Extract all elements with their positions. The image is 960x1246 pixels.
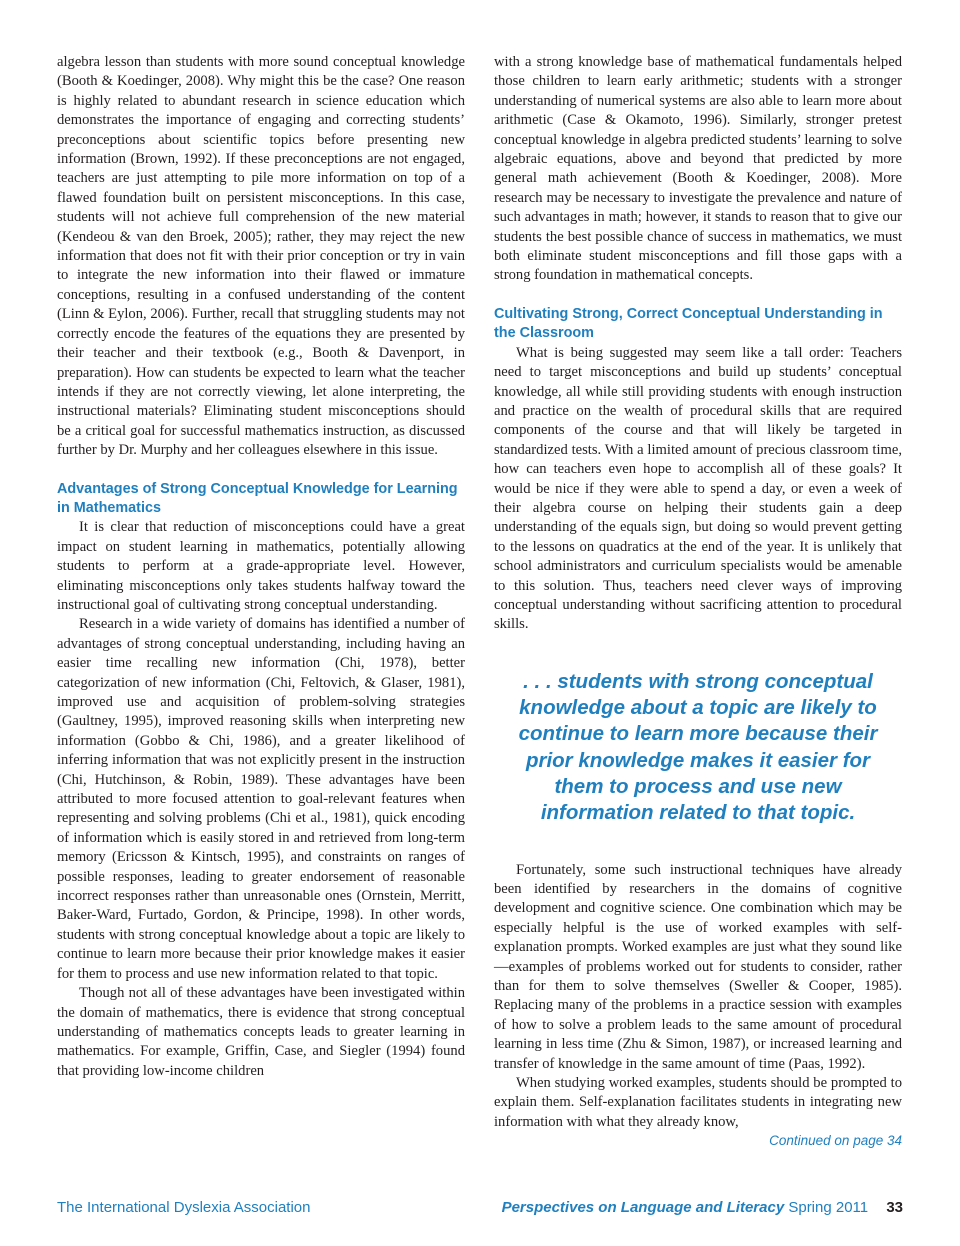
body-paragraph: with a strong knowledge base of mathematical fundamentals helped those children to learn early arithmetic; students with a stronger understanding of numerical systems are also able to learn more about arithmetic (Case & Okamoto, 1996). Similarly, stronger pretest conceptual knowledge in algebra predicted students’ learning to solve algebraic equations, above and beyond that predicted by more general math achievement (Booth & Koedinger, 2008). More research may be necessary to investigate the prevalence and nature of such advantages in math; however, it stands to reason that to give our students the best possible chance of success in mathematics, we must both eliminate student misconceptions and fill those gaps with a strong foundation in mathematical concepts. [494, 54, 902, 284]
left-column [57, 53, 465, 1081]
section-heading: Advantages of Strong Conceptual Knowledge for Learning in Mathematics [57, 480, 458, 516]
footer-journal: Perspectives on Language and Literacy [501, 1199, 785, 1216]
page-footer [57, 1199, 903, 1221]
continued-link[interactable]: Continued on page 34 [769, 1133, 902, 1149]
footer-organization: The International Dyslexia Association [57, 1199, 311, 1216]
body-paragraph: algebra lesson than students with more sound conceptual knowledge (Booth & Koedinger, 2008). Why might this be the case? One reason is highly related to abundant research in science education which demonstrates the importance of engaging and correcting students’ preconceptions about scientific topics before presenting new information (Brown, 1992). If these preconceptions are not engaged, teachers are just attempting to pile more information on top of a flawed foundation built on persistent misconceptions. In this case, students will not achieve full comprehension of the new material (Kendeou & van den Broek, 2005); rather, they may reject the new information that does not fit with their prior conception or try in vain to integrate the new information into their flawed or immature conceptions, resulting in a confused understanding of the content (Linn & Eylon, 2006). Further, recall that struggling students may not correctly encode the features of the equations they are presented by their teacher and their textbook (e.g., Booth & Davenport, in preparation). How can students be expected to learn what the teacher intends if they are not correctly viewing, let alone interpreting, the instructional materials? Eliminating student misconceptions should be a critical goal for successful mathematics instruction, as discussed further by Dr. Murphy and her colleagues elsewhere in this issue. [57, 54, 465, 459]
footer-issue: Spring 2011 [788, 1199, 869, 1216]
page-number: 33 [886, 1199, 903, 1216]
right-column [494, 53, 902, 1150]
footer-publication [502, 1199, 903, 1216]
body-paragraph: Fortunately, some such instructional techniques have already been identified by researchers in the domains of cognitive development and cognitive science. One combination which may be especially helpful is the use of worked examples with self-explanation prompts. Worked examples are just what they sound like—examples of problems worked out for students to consider, rather than for them to solve themselves (Sweller & Cooper, 1985). Replacing many of the problems in a practice session with examples of how to solve a problem leads to the same amount of procedural learning in less time (Zhu & Simon, 1987), or increased learning and transfer of knowledge in the same amount of time (Paas, 1992). [494, 861, 902, 1072]
pull-quote: . . . students with strong conceptual knowledge about a topic are likely to continue to learn more because their prior knowledge makes it easier for them to process and use new information related to that topic. [518, 669, 878, 825]
body-paragraph: When studying worked examples, students should be prompted to explain them. Self-explanation facilitates students in integrating new information with what they already know, [494, 1075, 902, 1130]
body-paragraph: Research in a wide variety of domains has identified a number of advantages of strong conceptual understanding, including having an easier time recalling new information (Chi, 1978), better categorization of new information (Chi, Feltovich, & Glaser, 1981), improved use and acquisition of problem-solving strategies (Gaultney, 1995), improved reasoning skills when interpreting new information (Gobbo & Chi, 1986), and a greater likelihood of inferring information that was not explicitly present in the instruction (Chi, Hutchinson, & Robin, 1989). These advantages have been attributed to more focused attention to goal-relevant features when representing and solving problems (Chi et al., 1981), quick encoding of information which is easily stored in and retrieved from long-term memory (Ericsson & Kintsch, 1995), and constraints on ranges of possible responses, leading to greater endorsement of reasonable incorrect responses rather than unreasonable ones (Ornstein, Merritt, Baker-Ward, Furtado, Gordon, & Principe, 1998). In other words, students with strong conceptual knowledge about a topic are likely to continue to learn more because their prior knowledge makes it easier for them to process and use new information related to that topic. [57, 616, 465, 982]
section-heading: Cultivating Strong, Correct Conceptual Understanding in the Classroom [494, 305, 883, 342]
body-paragraph: Though not all of these advantages have been investigated within the domain of mathematics, there is evidence that strong conceptual understanding of mathematics concepts leads to greater learning in mathematics. For example, Griffin, Case, and Siegler (1994) found that providing low-income children [57, 985, 465, 1079]
body-paragraph: It is clear that reduction of misconceptions could have a great impact on student learning in mathematics, potentially allowing students to perform at a grade-appropriate level. However, eliminating misconceptions only takes students halfway toward the instructional goal of cultivating strong conceptual understanding. [57, 519, 465, 613]
body-paragraph: What is being suggested may seem like a tall order: Teachers need to target misconceptions and build up students’ conceptual knowledge, all while still providing students with enough instruction and practice on the wealth of procedural skills that are required components of the course and that will likely be targeted in standardized tests. With a limited amount of precious classroom time, how can teachers even hope to accomplish all of these goals? It would be nice if they were able to spend a day, or even a week of their algebra course on helping their students gain a deep understanding of the equals sign, but doing so would prevent getting to the lessons on quadratics at the end of the year. It is unlikely that school administrators and curriculum specialists would be amenable to this solution. Thus, teachers need clever ways of improving conceptual understanding without sacrificing attention to procedural skills. [494, 344, 902, 633]
